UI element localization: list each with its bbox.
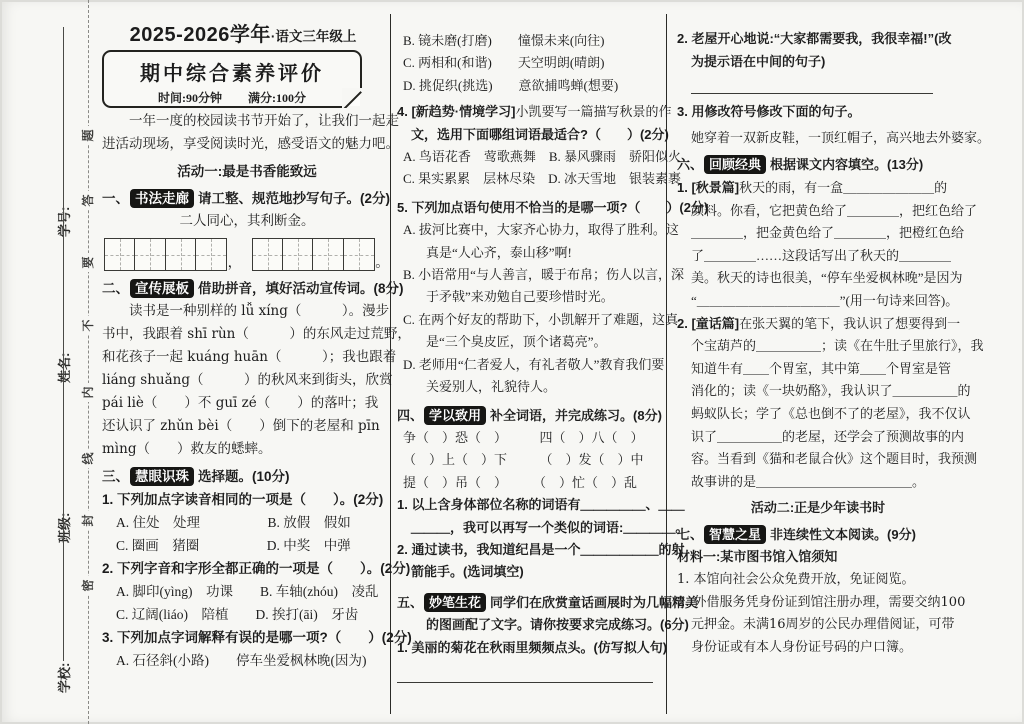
- q1-options: [102, 511, 392, 557]
- question-stem: 4. [新趋势·情境学习]小凯要写一篇描写秋景的作: [397, 104, 672, 120]
- option-row: D. 挑促织(挑选) 意欲捕鸣蝉(想要): [403, 77, 619, 93]
- seal-dotted-line: [88, 0, 89, 724]
- section-1-heading: 一、 书法走廊 请工整、规范地抄写句子。(2分): [102, 191, 390, 206]
- pinyin-passage-line: 书中，我跟着 shī rùn（ ）的东风走过荒野，: [102, 326, 411, 342]
- fill-blank-line: 颜料。你看，它把黄色给了＿＿＿＿，把红色给了: [691, 202, 978, 218]
- seal-char: 线: [79, 449, 98, 468]
- question-stem: 1. 以上含身体部位名称的词语有＿＿＿＿＿、＿＿: [397, 497, 685, 513]
- pinyin-passage-line: mìng（ ）救友的蟋蟀。: [102, 441, 272, 457]
- question-stem-cont: 箭能手。(选词填空): [411, 564, 524, 580]
- section-6-heading: 六、 回顾经典 根据课文内容填空。(13分): [677, 157, 924, 173]
- material-item: 2. 外借服务凭身份证到馆注册办理，需要交纳100: [677, 594, 966, 610]
- material-item: 1. 本馆向社会公众免费开放，免证阅览。: [677, 572, 915, 588]
- section-4-badge: 学以致用: [424, 406, 486, 425]
- grid-cell: [134, 238, 166, 271]
- grid-comma: ，: [227, 256, 242, 271]
- fill-blank-line: “＿＿＿＿＿＿＿＿＿＿＿”(用一句诗来回答)。: [691, 292, 959, 308]
- option-row-cont: 关爱别人，礼貌待人。: [426, 379, 557, 395]
- pinyin-passage-line: 读书是一种别样的 lǚ xíng（ ）。漫步: [129, 303, 390, 319]
- activity-2-title: 活动二:正是少年读书时: [750, 500, 886, 516]
- student-name-blank: [62, 173, 64, 351]
- section-5-heading-cont: 的图画配了文字。请你按要求完成练习。(6分): [426, 617, 689, 633]
- school-year: 2025-2026学年: [129, 24, 271, 46]
- option-row: D. 老师用“仁者爱人，有礼者敬人”教育我们要: [403, 356, 665, 372]
- school-field: [53, 483, 73, 693]
- grid-cell: [282, 238, 314, 271]
- question-stem: 2. 下列字音和字形全都正确的一项是（ ）。(2分): [102, 561, 411, 576]
- fill-blank-line: 容。当看到《猫和老鼠合伙》这个题目时，我预测: [691, 451, 978, 467]
- column-1: [102, 110, 412, 672]
- option-row-cont: 真是“人心齐，泰山移”啊!: [426, 244, 572, 260]
- fill-blank-line: 知道牛有＿＿个胃室，其中第＿＿个胃室是管: [691, 360, 952, 376]
- question-stem: 5. 下列加点语句使用不恰当的是哪一项?（ ）(2分): [397, 199, 709, 215]
- copy-sentence: 二人同心，其利断金。: [179, 213, 315, 229]
- section-6-badge: 回顾经典: [704, 155, 766, 174]
- column-3: [677, 28, 991, 659]
- fill-blank-line: 个宝葫芦的＿＿＿＿＿；读《在牛肚子里旅行》，我: [691, 338, 984, 354]
- grid-cell: [252, 238, 284, 271]
- section-5-heading: 五、 妙笔生花 同学们在欣赏童话画展时为几幅精美: [397, 594, 699, 610]
- option-row: C. 两相和(和谐) 天空明朗(晴朗): [403, 55, 605, 71]
- subject-grade: ·语文三年级上: [270, 29, 357, 44]
- option-row: A. 脚印(yìng) 功课 B. 车轴(zhóu) 凌乱: [116, 584, 379, 599]
- sentence-to-correct: 她穿着一双新皮鞋，一顶红帽子，高兴地去外婆家。: [691, 130, 991, 146]
- writing-grid: [104, 238, 392, 271]
- question-stem-cont: 文，选用下面哪组词语最适合?（ ）(2分): [411, 126, 669, 142]
- question-stem: 2. 老屋开心地说:“大家都需要我，我很幸福!”(改: [677, 31, 952, 46]
- seal-char: 内: [79, 383, 98, 402]
- fill-blank-line: 1. [秋景篇]秋天的雨，有一盒＿＿＿＿＿＿＿的: [677, 179, 948, 195]
- fill-blank-line: 识了＿＿＿＿＿的老屋，还学会了预测故事的内: [691, 428, 965, 444]
- fill-blank-line: 2. [童话篇]在张天翼的笔下，我认识了想要得到一: [677, 315, 961, 331]
- seal-char: 密: [79, 576, 98, 595]
- question-stem: 1. 美丽的菊花在秋雨里频频点头。(仿写拟人句): [397, 639, 668, 655]
- material-item-cont: 身份证或有本人身份证号码的户口簿。: [691, 639, 913, 655]
- school-blank: [62, 483, 64, 661]
- question-stem: 1. 下列加点字读音相同的一项是（ ）。(2分): [102, 492, 384, 507]
- activity-1-title: 活动一:最是书香能致远: [177, 164, 317, 179]
- question-stem-cont: ＿＿＿，我可以再写一个类似的词语:＿＿＿＿。: [411, 519, 689, 535]
- pinyin-passage-line: pái liè（ ）不 guī zé（ ）的落叶；我: [102, 395, 379, 411]
- q2-options: [102, 580, 392, 626]
- section-2-heading: 二、 宣传展板 借助拼音，填好活动宣传词。(8分): [102, 281, 404, 296]
- section-2-badge: 宣传展板: [130, 279, 194, 298]
- material-item-cont: 元押金。未满16周岁的公民办理借阅证，可带: [691, 617, 955, 633]
- option-row: A. 鸟语花香 莺歌燕舞 B. 暴风骤雨 骄阳似火: [403, 149, 682, 165]
- option-row: A. 拔河比赛中，大家齐心协力，取得了胜利。这: [403, 222, 679, 238]
- option-row: B. 小语常用“与人善言，暖于布帛；伤人以言，深: [403, 267, 684, 283]
- question-stem: 2. 通过读书，我知道纪昌是一个＿＿＿＿＿＿的射: [397, 541, 685, 557]
- fill-blank-line: 故事讲的是＿＿＿＿＿＿＿＿＿＿＿＿。: [691, 473, 926, 489]
- section-3-heading: 三、 慧眼识珠 选择题。(10分): [102, 469, 290, 484]
- option-row: C. 辽阔(liáo) 陪植 D. 挨打(āi) 牙齿: [116, 607, 359, 622]
- option-row: C. 在两个好友的帮助下，小凯解开了难题，这真: [403, 311, 679, 327]
- option-row: C. 果实累累 层林尽染 D. 冰天雪地 银装素裹: [403, 171, 682, 187]
- option-row-cont: 于矛戟”来劝勉自己要珍惜时光。: [426, 289, 614, 305]
- intro-line: 进活动现场，享受阅读时光，感受语文的魅力吧。: [102, 136, 399, 152]
- option-row: C. 圈画 猪圈 D. 中奖 中弹: [116, 538, 351, 553]
- exam-full-score: 满分:100分: [248, 91, 306, 105]
- exam-title: 期中综合素养评价: [140, 63, 324, 85]
- grid-cell: [343, 238, 375, 271]
- seal-char: 答: [79, 191, 98, 210]
- section-4-heading: 四、 学以致用 补全词语，并完成练习。(8分): [397, 407, 662, 423]
- student-id-label: 学号:: [56, 206, 72, 237]
- section-7-heading: 七、 智慧之星 非连续性文本阅读。(9分): [677, 526, 916, 542]
- grid-period: 。: [375, 256, 390, 271]
- fill-blank-line: 蚂蚁队长；学了《总也倒不了的老屋》，我不仅认: [691, 405, 971, 421]
- class-label: 班级:: [56, 512, 72, 543]
- grid-cell: [165, 238, 197, 271]
- seal-char: 不: [79, 316, 98, 335]
- intro-line: 一年一度的校园读书节开始了，让我们一起走: [129, 113, 399, 129]
- word-completion-row: （ ）上（ ）下 （ ）发（ ）中: [403, 452, 644, 468]
- question-stem-cont: 为提示语在中间的句子): [691, 53, 826, 69]
- grid-cell: [195, 238, 227, 271]
- pinyin-passage-line: liáng shuǎng（ ）的秋风来到街头，欣赏: [102, 372, 393, 388]
- q3-options: [102, 649, 392, 672]
- q3-options-continued: [397, 30, 661, 97]
- answer-rule: [397, 668, 653, 683]
- seal-char: 要: [79, 253, 98, 272]
- grade-line: [112, 18, 374, 47]
- page-fold-corner: [342, 88, 362, 108]
- pinyin-passage-line: 和花孩子一起 kuáng huān（ ）；我也跟着: [102, 349, 397, 365]
- student-name-label: 姓名:: [56, 352, 72, 383]
- grid-cell: [312, 238, 344, 271]
- word-grid: [397, 427, 661, 494]
- question-stem: 3. 下列加点字词解释有误的是哪一项?（ ）(2分): [102, 630, 412, 645]
- seal-char: 题: [79, 126, 98, 145]
- option-row: A. 石径斜(小路) 停车坐爱枫林晚(因为): [116, 653, 367, 668]
- option-row: B. 镜未磨(打磨) 憧憬未来(向往): [403, 33, 605, 48]
- word-completion-row: 争（ ）恐（ ） 四（ ）八（ ）: [403, 429, 644, 445]
- column-2: [397, 30, 709, 691]
- answer-rule: [691, 79, 933, 94]
- option-row: A. 住处 处理 B. 放假 假如: [116, 515, 351, 530]
- option-row-cont: 是“三个臭皮匠，顶个诸葛亮”。: [426, 334, 607, 350]
- fill-blank-line: ＿＿＿＿，把金黄色给了＿＿＿＿，把橙红色给: [691, 225, 965, 241]
- material-title: 材料一:某市图书馆入馆须知: [677, 549, 838, 565]
- word-completion-row: 提（ ）吊（ ） （ ）忙（ ）乱: [403, 474, 638, 490]
- seal-char: 封: [79, 511, 98, 530]
- fill-blank-line: 美。秋天的诗也很美，“停车坐爱枫林晚”是因为: [691, 270, 963, 286]
- fill-blank-line: 了＿＿＿＿……这段话写出了秋天的＿＿＿＿: [691, 247, 952, 263]
- section-3-badge: 慧眼识珠: [130, 467, 194, 486]
- section-1-badge: 书法走廊: [130, 189, 194, 208]
- title-box: [102, 50, 362, 108]
- question-stem: 3. 用修改符号修改下面的句子。: [677, 104, 861, 120]
- section-7-badge: 智慧之星: [704, 525, 766, 544]
- fill-blank-line: 消化的；读《一块奶酪》，我认识了＿＿＿＿＿的: [691, 383, 971, 399]
- grid-cell: [104, 238, 136, 271]
- pinyin-passage-line: 还认识了 zhǔn bèi（ ）倒下的老屋和 pīn: [102, 418, 380, 434]
- school-label: 学校:: [56, 662, 72, 693]
- exam-time: 时间:90分钟: [158, 91, 222, 105]
- section-5-badge: 妙笔生花: [424, 593, 486, 612]
